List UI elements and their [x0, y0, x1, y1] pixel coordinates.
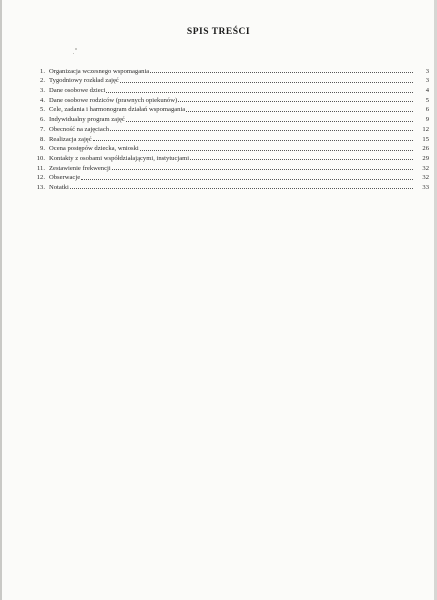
toc-entry-number: 3. — [40, 87, 45, 95]
toc-entry — [33, 181, 429, 191]
toc-entry-page: 32 — [422, 174, 429, 182]
toc-entry-title: Dane osobowe rodziców (prawnych opiekunów) — [49, 96, 178, 104]
toc-entry-page: 15 — [422, 135, 429, 143]
toc-entry-title: Zestawienie frekwencji — [49, 164, 111, 172]
toc-entry-page: 3 — [425, 77, 429, 85]
toc-entry-number: 9. — [40, 145, 45, 153]
toc-dot-leader — [150, 72, 413, 73]
toc-entry — [33, 84, 429, 94]
toc-entry — [33, 123, 429, 133]
toc-entry — [33, 133, 429, 143]
toc-entry-title: Obecność na zajęciach — [49, 125, 110, 133]
toc-entry-number: 6. — [40, 116, 45, 124]
toc-dot-leader — [70, 188, 413, 189]
toc-dot-leader — [106, 92, 413, 93]
toc-entry-number: 4. — [40, 96, 45, 104]
toc-entry-page: 12 — [422, 125, 429, 133]
toc-entry — [33, 104, 429, 114]
toc-dot-leader — [140, 150, 413, 151]
toc-entry-page: 26 — [422, 145, 429, 153]
toc-entry-number: 7. — [40, 125, 45, 133]
toc-dot-leader — [110, 130, 413, 131]
scan-speck — [75, 48, 77, 50]
toc-entry-page: 33 — [422, 183, 429, 191]
toc-entry-title: Indywidualny program zajęć — [49, 116, 125, 124]
toc-entry — [33, 94, 429, 104]
toc-entry-title: Cele, zadania i harmonogram działań wspomagania — [49, 106, 186, 114]
toc-entry-number: 12. — [36, 174, 45, 182]
toc-entry-page: 5 — [425, 96, 429, 104]
toc-entry-page: 3 — [425, 67, 429, 75]
toc-dot-leader — [120, 82, 413, 83]
toc-entry-number: 13. — [36, 183, 45, 191]
toc-entry — [33, 75, 429, 85]
toc-entry — [33, 65, 429, 75]
toc-dot-leader — [93, 140, 413, 141]
page-edge-left — [0, 0, 2, 600]
toc-entry-title: Organizacja wczesnego wspomagania — [49, 67, 150, 75]
toc-entry-number: 8. — [40, 135, 45, 143]
toc-entry-title: Tygodniowy rozkład zajęć — [49, 77, 119, 85]
toc-entry-title: Realizacja zajęć — [49, 135, 92, 143]
toc-entry-page: 6 — [425, 106, 429, 114]
toc-entry-page: 32 — [422, 164, 429, 172]
toc-entry-number: 1. — [40, 67, 45, 75]
toc-entry-page: 9 — [425, 116, 429, 124]
toc-entry-number: 10. — [36, 154, 45, 162]
toc-entry — [33, 113, 429, 123]
toc-dot-leader — [186, 111, 413, 112]
toc-entry-title: Ocena postępów dziecka, wnioski — [49, 145, 139, 153]
toc-dot-leader — [112, 169, 413, 170]
toc-entry — [33, 172, 429, 182]
toc-entry-number: 5. — [40, 106, 45, 114]
toc-dot-leader — [178, 101, 413, 102]
toc-entry-title: Obserwacje — [49, 174, 81, 182]
toc-dot-leader — [81, 179, 413, 180]
toc-entry-number: 2. — [40, 77, 45, 85]
toc-entry-number: 11. — [37, 164, 45, 172]
toc-entry-title: Dane osobowe dzieci — [49, 87, 106, 95]
toc-entry-page: 4 — [425, 87, 429, 95]
toc-entry-page: 29 — [422, 154, 429, 162]
toc-entry-title: Notatki — [49, 183, 69, 191]
toc-dot-leader — [126, 121, 413, 122]
toc-dot-leader — [190, 159, 413, 160]
table-of-contents — [33, 65, 429, 191]
toc-entry — [33, 143, 429, 153]
toc-entry-title: Kontakty z osobami współdziałającymi, instytucjami — [49, 154, 190, 162]
toc-entry — [33, 162, 429, 172]
toc-entry — [33, 152, 429, 162]
page-title: SPIS TREŚCI — [186, 27, 251, 37]
scan-speck — [73, 53, 74, 54]
